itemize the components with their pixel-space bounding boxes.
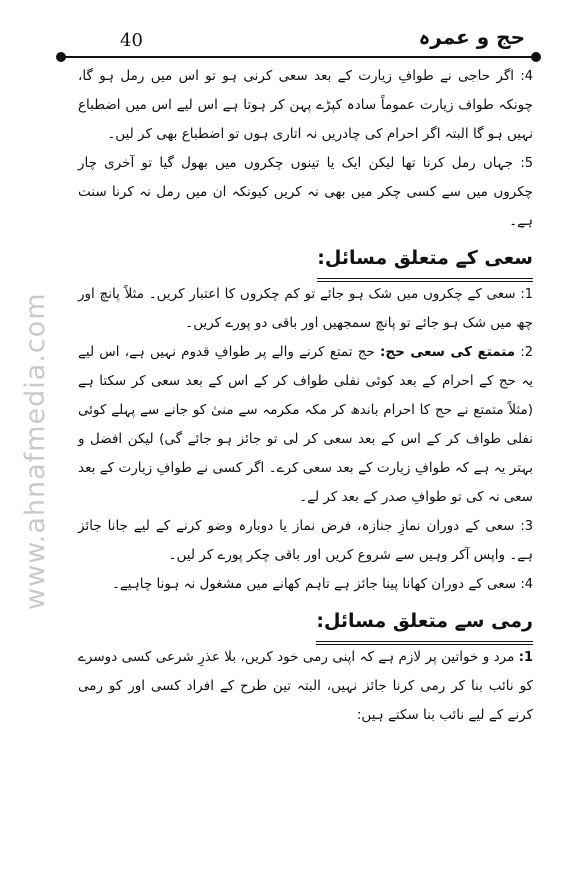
sai-paragraph-1 bbox=[78, 280, 533, 338]
paragraph-text: جہاں رمل کرنا تھا لیکن ایک یا تینوں چکروں میں بھول گیا تو آخری چار چکروں میں سے کسی چکر میں بھی نہ کریں کیونکہ ان میں رمل نہ کرنا سنت ہے۔ bbox=[78, 155, 533, 229]
paragraph-lead: متمتع کی سعی حج: bbox=[379, 344, 516, 360]
paragraph-number: 5: bbox=[520, 156, 534, 171]
paragraph-5 bbox=[78, 149, 533, 236]
heading-underline bbox=[316, 641, 533, 642]
rami-paragraph-1 bbox=[78, 643, 533, 730]
rule-end-dot-right bbox=[531, 52, 541, 62]
paragraph-number: 4: bbox=[520, 577, 533, 592]
rule-end-dot-left bbox=[56, 52, 66, 62]
section-heading-text: رمی سے متعلق مسائل: bbox=[316, 610, 533, 632]
paragraph-text: سعی کے چکروں میں شک ہو جائے تو کم چکروں کا اعتبار کریں۔ مثلاً پانچ اور چھ میں شک ہو جائے تو پانچ سمجھیں اور باقی دو پورے کریں۔ bbox=[78, 286, 533, 331]
section-heading-wrap bbox=[78, 599, 533, 643]
paragraph-text: اگر حاجی نے طوافِ زیارت کے بعد سعی کرنی ہو تو اس میں رمل ہو گا، چونکہ طواف زیارت عموماً سادہ کپڑے پہن کر ہوتا ہے اس لیے اس میں اضطباع نہیں ہو گا البتہ اگر احرام کی چادریں نہ اتاری ہوں تو اضطباع بھی کر لیں۔ bbox=[78, 68, 533, 142]
paragraph-number: 1: bbox=[520, 287, 533, 302]
page-content bbox=[78, 62, 533, 730]
heading-underline bbox=[317, 278, 533, 279]
paragraph-number: 3: bbox=[520, 519, 533, 534]
book-title: حج و عمرہ bbox=[418, 25, 525, 49]
header-rule bbox=[60, 56, 537, 58]
paragraph-text: حج تمتع کرنے والے پر طوافِ قدوم نہیں ہے، اس لیے یہ حج کے احرام کے بعد کوئی نفلی طواف کر کے اس کے بعد سعی کر سکتا ہے (مثلاً متمتع نے حج کا احرام باندھ کر مکہ مکرمہ سے منیٰ کو جانے سے پہلے کوئی نفلی طواف کر کے اس کے بعد سعی کر لی تو جائز ہو جائے گی) لیکن افضل و بہتر یہ ہے کہ طوافِ زیارت کے بعد سعی کرے۔ اگر کسی نے طوافِ زیارت کے بعد سعی نہ کی تو طوافِ صدر کے بعد کر لے۔ bbox=[78, 344, 533, 505]
page-header bbox=[60, 0, 537, 62]
paragraph-number: 2: bbox=[520, 345, 533, 360]
section-heading-rami bbox=[316, 603, 533, 643]
section-heading-wrap bbox=[78, 236, 533, 280]
heading-underline bbox=[316, 644, 533, 645]
paragraph-number: 1: bbox=[518, 650, 533, 665]
section-heading-sai bbox=[317, 240, 533, 280]
sai-paragraph-3 bbox=[78, 512, 533, 570]
page-number: 40 bbox=[120, 30, 143, 51]
sai-paragraph-4 bbox=[78, 570, 533, 599]
heading-underline bbox=[317, 281, 533, 282]
paragraph-text: سعی کے دوران کھانا پینا جائز ہے تاہم کھانے میں مشغول نہ ہونا چاہیے۔ bbox=[111, 576, 517, 592]
paragraph-number: 4: bbox=[520, 69, 534, 84]
paragraph-4 bbox=[78, 62, 533, 149]
sai-paragraph-2 bbox=[78, 338, 533, 512]
paragraph-text: مرد و خواتین پر لازم ہے کہ اپنی رمی خود کریں، بلا عذرِ شرعی کسی دوسرے کو نائب بنا کر رمی کرنا جائز نہیں، البتہ تین طرح کے افراد کسی اور کو رمی کرنے کے لیے نائب بنا سکتے ہیں: bbox=[78, 649, 533, 723]
watermark: www.ahnafmedia.com bbox=[20, 292, 51, 610]
paragraph-text: سعی کے دوران نمازِ جنازہ، فرض نماز یا دوبارہ وضو کرنے کے لیے جانا جائز ہے۔ واپس آکر وہیں سے شروع کریں اور باقی چکر پورے کر لیں۔ bbox=[78, 518, 533, 563]
section-heading-text: سعی کے متعلق مسائل: bbox=[317, 247, 533, 269]
